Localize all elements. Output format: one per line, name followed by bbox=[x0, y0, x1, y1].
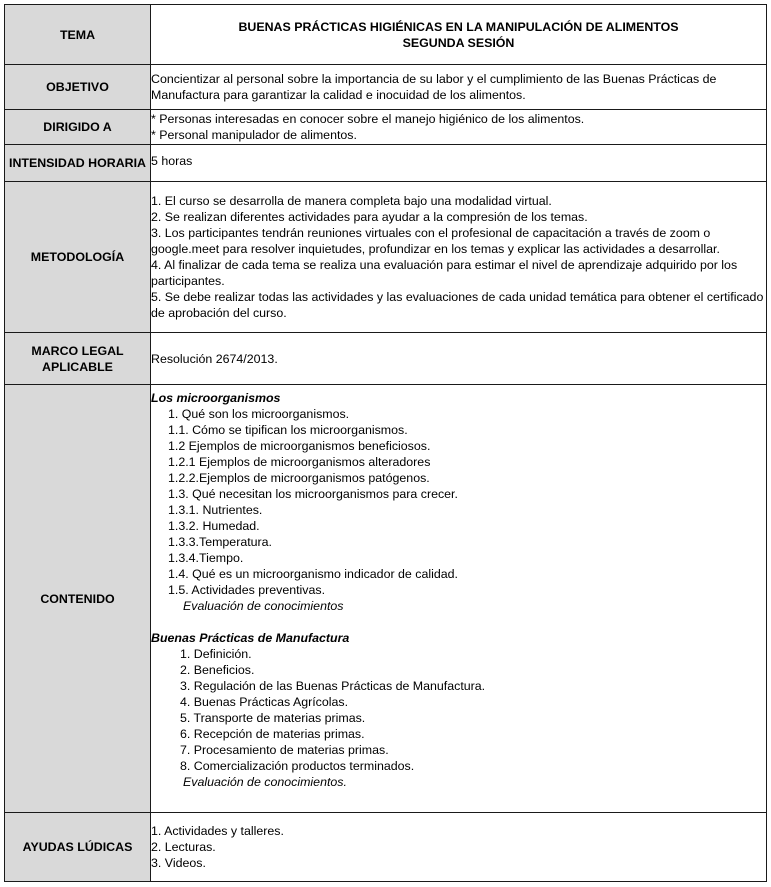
list-item: 4. Al finalizar de cada tema se realiza una evaluación para estimar el nivel de aprendizaje adquirido por los participantes. bbox=[151, 258, 738, 288]
row-objetivo bbox=[5, 65, 767, 110]
list-item: 5. Se debe realizar todas las actividades y las evaluaciones de cada unidad temática para obtener el certificado de aprobación del curso. bbox=[151, 290, 764, 320]
label-intensidad: INTENSIDAD HORARIA bbox=[5, 145, 151, 182]
list-item: 1.2 Ejemplos de microorganismos beneficiosos. bbox=[168, 439, 431, 453]
list-item: 1.3.4.Tiempo. bbox=[168, 551, 244, 565]
list-item: 5. Transporte de materias primas. bbox=[180, 711, 366, 725]
list-item: * Personal manipulador de alimentos. bbox=[151, 128, 357, 142]
label-contenido: CONTENIDO bbox=[5, 385, 151, 813]
label-objetivo: OBJETIVO bbox=[5, 65, 151, 110]
objetivo-text: Concientizar al personal sobre la importancia de su labor y el cumplimiento de las Buenas Prácticas de Manufactura para garantizar la calidad e inocuidad de los alimentos. bbox=[151, 65, 767, 110]
list-item: 7. Procesamiento de materias primas. bbox=[180, 743, 389, 757]
row-tema bbox=[5, 5, 767, 65]
row-ayudas bbox=[5, 813, 767, 882]
label-dirigido: DIRIGIDO A bbox=[5, 110, 151, 145]
list-item: 3. Regulación de las Buenas Prácticas de Manufactura. bbox=[180, 679, 486, 693]
list-item: 1. Definición. bbox=[180, 647, 252, 661]
list-item: 1.4. Qué es un microorganismo indicador de calidad. bbox=[168, 567, 458, 581]
contenido-body bbox=[151, 385, 767, 813]
course-title-line2: SEGUNDA SESIÓN bbox=[402, 35, 515, 50]
row-contenido bbox=[5, 385, 767, 813]
list-item: 2. Beneficios. bbox=[180, 663, 255, 677]
section-title-bpm: Buenas Prácticas de Manufactura bbox=[151, 631, 350, 645]
list-item: 4. Buenas Prácticas Agrícolas. bbox=[180, 695, 349, 709]
list-item: 2. Lecturas. bbox=[151, 840, 216, 854]
course-title-line1: BUENAS PRÁCTICAS HIGIÉNICAS EN LA MANIPULACIÓN DE ALIMENTOS bbox=[238, 19, 679, 34]
intensidad-value: 5 horas bbox=[151, 145, 767, 182]
list-item: 1. Qué son los microorganismos. bbox=[168, 407, 350, 421]
evaluation-note: Evaluación de conocimientos. bbox=[183, 775, 347, 789]
evaluation-note: Evaluación de conocimientos bbox=[183, 599, 344, 613]
list-item: * Personas interesadas en conocer sobre el manejo higiénico de los alimentos. bbox=[151, 112, 585, 126]
list-item: 2. Se realizan diferentes actividades para ayudar a la compresión de los temas. bbox=[151, 210, 588, 224]
spacer bbox=[151, 614, 766, 630]
label-ayudas: AYUDAS LÚDICAS bbox=[5, 813, 151, 882]
dirigido-list bbox=[151, 110, 767, 145]
list-item: 1. Actividades y talleres. bbox=[151, 824, 284, 838]
course-sheet-table bbox=[4, 4, 767, 882]
row-dirigido bbox=[5, 110, 767, 145]
course-title bbox=[151, 5, 767, 65]
row-metodologia bbox=[5, 182, 767, 333]
list-item: 1. El curso se desarrolla de manera completa bajo una modalidad virtual. bbox=[151, 194, 552, 208]
label-marco-legal-line1: MARCO LEGAL bbox=[31, 343, 124, 358]
list-item: 6. Recepción de materias primas. bbox=[180, 727, 365, 741]
list-item: 1.3.3.Temperatura. bbox=[168, 535, 273, 549]
section-title-microorganismos: Los microorganismos bbox=[151, 391, 281, 405]
list-item: 1.2.2.Ejemplos de microorganismos patógenos. bbox=[168, 471, 430, 485]
list-item: 8. Comercialización productos terminados. bbox=[180, 759, 415, 773]
row-intensidad bbox=[5, 145, 767, 182]
marco-legal-value: Resolución 2674/2013. bbox=[151, 333, 767, 385]
label-tema: TEMA bbox=[5, 5, 151, 65]
list-item: 3. Los participantes tendrán reuniones virtuales con el profesional de capacitación a través de zoom o google.meet para resolver inquietudes, profundizar en los temas y explicar las actividades a desarrollar. bbox=[151, 226, 720, 256]
label-metodologia: METODOLOGÍA bbox=[5, 182, 151, 333]
list-item: 1.1. Cómo se tipifican los microorganismos. bbox=[168, 423, 408, 437]
metodologia-list bbox=[151, 182, 767, 333]
list-item: 3. Videos. bbox=[151, 856, 206, 870]
list-item: 1.5. Actividades preventivas. bbox=[168, 583, 326, 597]
list-item: 1.3.2. Humedad. bbox=[168, 519, 260, 533]
ayudas-list bbox=[151, 813, 767, 882]
label-marco-legal-line2: APLICABLE bbox=[42, 359, 113, 374]
label-marco-legal bbox=[5, 333, 151, 385]
list-item: 1.3. Qué necesitan los microorganismos para crecer. bbox=[168, 487, 458, 501]
list-item: 1.3.1. Nutrientes. bbox=[168, 503, 263, 517]
row-marco-legal bbox=[5, 333, 767, 385]
list-item: 1.2.1 Ejemplos de microorganismos alteradores bbox=[168, 455, 431, 469]
